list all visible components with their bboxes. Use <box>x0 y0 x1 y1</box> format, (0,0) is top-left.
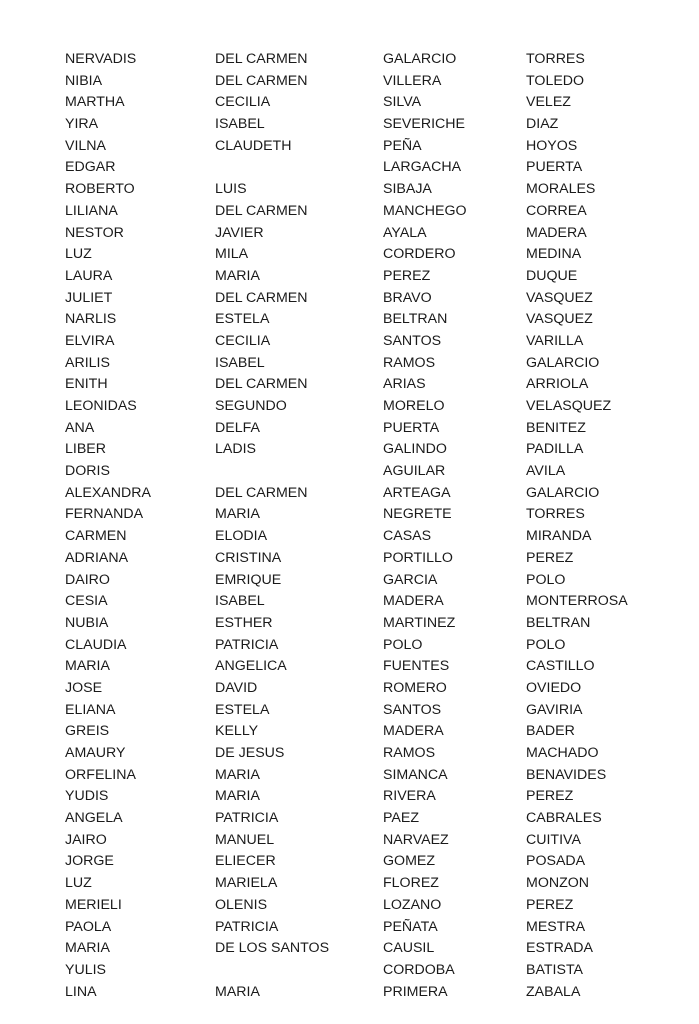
table-row <box>0 418 699 440</box>
second-surname-cell: VARILLA <box>526 332 584 349</box>
second-name-cell: MARIA <box>215 506 260 523</box>
second-name-cell: PATRICIA <box>215 810 279 827</box>
second-surname-cell: MIRANDA <box>526 528 592 545</box>
table-row <box>0 92 699 114</box>
first-name-cell: LUZ <box>65 246 92 263</box>
table-row <box>0 483 699 505</box>
first-name-cell: FERNANDA <box>65 506 144 523</box>
first-surname-cell: ROMERO <box>383 679 447 696</box>
first-name-cell: ELIANA <box>65 701 116 718</box>
first-surname-cell: PEÑATA <box>383 918 438 935</box>
second-name-cell: ISABEL <box>215 354 265 371</box>
second-surname-cell: DUQUE <box>526 267 578 284</box>
table-row <box>0 548 699 570</box>
first-name-cell: CARMEN <box>65 528 127 545</box>
first-name-cell: VILNA <box>65 137 107 154</box>
second-surname-cell: TORRES <box>526 51 585 67</box>
second-name-cell: ELODIA <box>215 528 268 545</box>
second-name-cell: CRISTINA <box>215 549 282 566</box>
table-row <box>0 374 699 396</box>
second-name-cell: ANGELICA <box>215 658 287 675</box>
second-name-cell: JAVIER <box>215 224 264 241</box>
second-surname-cell: CABRALES <box>526 810 602 827</box>
first-surname-cell: ARTEAGA <box>383 484 451 501</box>
table-row <box>0 570 699 592</box>
second-surname-cell: POLO <box>526 636 566 653</box>
first-name-cell: EDGAR <box>65 159 116 176</box>
table-row <box>0 786 699 808</box>
first-surname-cell: RAMOS <box>383 745 436 761</box>
table-row <box>0 851 699 873</box>
first-surname-cell: SILVA <box>383 94 422 111</box>
first-name-cell: ENITH <box>65 376 108 393</box>
table-row <box>0 157 699 179</box>
first-name-cell: MARIA <box>65 658 110 675</box>
table-row <box>0 396 699 418</box>
second-name-cell: ISABEL <box>215 116 265 133</box>
second-surname-cell: MADERA <box>526 224 587 241</box>
second-surname-cell: PADILLA <box>526 441 584 458</box>
table-row <box>0 808 699 830</box>
table-row <box>0 309 699 331</box>
table-row <box>0 895 699 917</box>
first-surname-cell: BRAVO <box>383 289 432 306</box>
second-surname-cell: PUERTA <box>526 159 583 176</box>
table-row <box>0 830 699 852</box>
first-surname-cell: CORDOBA <box>383 961 455 978</box>
first-surname-cell: CASAS <box>383 528 432 545</box>
second-surname-cell: GALARCIO <box>526 354 600 371</box>
table-row <box>0 917 699 939</box>
second-surname-cell: TORRES <box>526 506 585 523</box>
first-name-cell: LEONIDAS <box>65 398 137 414</box>
first-surname-cell: LOZANO <box>383 896 442 913</box>
first-surname-cell: SIBAJA <box>383 181 432 198</box>
table-row <box>0 331 699 353</box>
second-surname-cell: BELTRAN <box>526 614 591 631</box>
table-row <box>0 179 699 201</box>
second-surname-cell: HOYOS <box>526 137 578 154</box>
second-surname-cell: MONTERROSA <box>526 593 628 610</box>
first-name-cell: NERVADIS <box>65 51 137 67</box>
second-name-cell: CECILIA <box>215 332 271 349</box>
first-surname-cell: FUENTES <box>383 658 450 675</box>
first-surname-cell: SANTOS <box>383 701 442 718</box>
second-surname-cell: VELASQUEZ <box>526 398 612 414</box>
second-name-cell: CLAUDETH <box>215 137 292 154</box>
second-name-cell: MARIA <box>215 766 260 783</box>
first-surname-cell: SANTOS <box>383 332 442 349</box>
second-name-cell: EMRIQUE <box>215 571 282 588</box>
first-surname-cell: MADERA <box>383 723 444 740</box>
first-name-cell: YULIS <box>65 961 107 978</box>
table-row <box>0 201 699 223</box>
first-surname-cell: FLOREZ <box>383 875 439 892</box>
first-surname-cell: RIVERA <box>383 788 436 805</box>
second-name-cell: OLENIS <box>215 896 268 913</box>
second-surname-cell: PEREZ <box>526 549 574 566</box>
first-surname-cell: ARIAS <box>383 376 426 393</box>
first-surname-cell: NEGRETE <box>383 506 452 523</box>
table-row <box>0 288 699 310</box>
second-surname-cell: VASQUEZ <box>526 289 593 306</box>
table-row <box>0 873 699 895</box>
first-name-cell: LILIANA <box>65 202 118 219</box>
first-name-cell: CESIA <box>65 593 108 610</box>
second-surname-cell: DIAZ <box>526 116 559 133</box>
second-name-cell: DE JESUS <box>215 745 285 761</box>
name-table <box>0 49 699 1003</box>
second-name-cell: PATRICIA <box>215 918 279 935</box>
first-surname-cell: PAEZ <box>383 810 420 827</box>
first-name-cell: DORIS <box>65 463 110 480</box>
first-name-cell: ARILIS <box>65 354 110 371</box>
second-surname-cell: GALARCIO <box>526 484 600 501</box>
first-name-cell: LINA <box>65 983 97 1000</box>
first-surname-cell: PEÑA <box>383 137 422 154</box>
table-row <box>0 71 699 93</box>
second-surname-cell: VASQUEZ <box>526 311 593 328</box>
second-name-cell: LADIS <box>215 441 257 458</box>
second-surname-cell: MORALES <box>526 181 596 198</box>
second-name-cell: MARIA <box>215 788 260 805</box>
second-surname-cell: CASTILLO <box>526 658 595 675</box>
table-row <box>0 700 699 722</box>
first-surname-cell: VILLERA <box>383 72 442 89</box>
table-row <box>0 504 699 526</box>
first-name-cell: GREIS <box>65 723 110 740</box>
second-surname-cell: TOLEDO <box>526 72 585 89</box>
table-row <box>0 49 699 71</box>
table-row <box>0 938 699 960</box>
first-surname-cell: NARVAEZ <box>383 831 449 848</box>
second-surname-cell: BATISTA <box>526 961 584 978</box>
first-surname-cell: AGUILAR <box>383 463 446 480</box>
first-name-cell: JULIET <box>65 289 113 306</box>
table-row <box>0 223 699 245</box>
second-name-cell: MARIA <box>215 267 260 284</box>
second-name-cell: ELIECER <box>215 853 276 870</box>
second-name-cell: DAVID <box>215 679 258 696</box>
first-surname-cell: MORELO <box>383 398 445 414</box>
first-name-cell: ANGELA <box>65 810 123 827</box>
table-row <box>0 656 699 678</box>
second-name-cell: DEL CARMEN <box>215 72 308 89</box>
second-surname-cell: MACHADO <box>526 745 599 761</box>
first-surname-cell: SIMANCA <box>383 766 448 783</box>
table-row <box>0 136 699 158</box>
second-surname-cell: AVILA <box>526 463 566 480</box>
second-name-cell: ESTELA <box>215 701 270 718</box>
second-name-cell: ISABEL <box>215 593 265 610</box>
table-row <box>0 591 699 613</box>
first-name-cell: ALEXANDRA <box>65 484 151 501</box>
second-surname-cell: BADER <box>526 723 575 740</box>
first-name-cell: ELVIRA <box>65 332 115 349</box>
second-name-cell: MARIELA <box>215 875 278 892</box>
table-row <box>0 721 699 743</box>
first-name-cell: ADRIANA <box>65 549 129 566</box>
first-surname-cell: MANCHEGO <box>383 202 467 219</box>
first-name-cell: PAOLA <box>65 918 112 935</box>
first-surname-cell: PUERTA <box>383 419 440 436</box>
second-name-cell: DEL CARMEN <box>215 376 308 393</box>
second-name-cell: KELLY <box>215 723 259 740</box>
table-row <box>0 982 699 1004</box>
table-row <box>0 114 699 136</box>
first-surname-cell: MARTINEZ <box>383 614 456 631</box>
first-surname-cell: GALARCIO <box>383 51 457 67</box>
first-name-cell: LIBER <box>65 441 107 458</box>
second-name-cell: CECILIA <box>215 94 271 111</box>
second-surname-cell: BENAVIDES <box>526 766 607 783</box>
first-name-cell: MARTHA <box>65 94 125 111</box>
first-surname-cell: AYALA <box>383 224 427 241</box>
first-name-cell: YUDIS <box>65 788 109 805</box>
second-name-cell: LUIS <box>215 181 247 198</box>
table-row <box>0 244 699 266</box>
first-name-cell: JOSE <box>65 679 103 696</box>
first-name-cell: ANA <box>65 419 95 436</box>
second-surname-cell: POLO <box>526 571 566 588</box>
second-surname-cell: PEREZ <box>526 788 574 805</box>
first-surname-cell: RAMOS <box>383 354 436 371</box>
first-name-cell: MERIELI <box>65 896 122 913</box>
first-name-cell: LUZ <box>65 875 92 892</box>
first-name-cell: NUBIA <box>65 614 109 631</box>
first-name-cell: NIBIA <box>65 72 103 89</box>
second-name-cell: DEL CARMEN <box>215 202 308 219</box>
second-name-cell: DEL CARMEN <box>215 484 308 501</box>
second-name-cell: DE LOS SANTOS <box>215 940 330 957</box>
first-name-cell: ROBERTO <box>65 181 135 198</box>
second-name-cell: SEGUNDO <box>215 398 287 414</box>
second-name-cell: DELFA <box>215 419 260 436</box>
first-name-cell: JORGE <box>65 853 114 870</box>
table-row <box>0 461 699 483</box>
second-name-cell: MARIA <box>215 983 260 1000</box>
first-surname-cell: PRIMERA <box>383 983 448 1000</box>
table-row <box>0 635 699 657</box>
first-surname-cell: BELTRAN <box>383 311 448 328</box>
second-name-cell: MANUEL <box>215 831 275 848</box>
first-surname-cell: CAUSIL <box>383 940 435 957</box>
table-row <box>0 765 699 787</box>
second-name-cell: ESTHER <box>215 614 273 631</box>
first-surname-cell: GALINDO <box>383 441 447 458</box>
first-name-cell: JAIRO <box>65 831 107 848</box>
table-row <box>0 266 699 288</box>
table-row <box>0 613 699 635</box>
second-surname-cell: ZABALA <box>526 983 581 1000</box>
second-surname-cell: PEREZ <box>526 896 574 913</box>
first-surname-cell: POLO <box>383 636 423 653</box>
first-name-cell: AMAURY <box>65 745 126 761</box>
first-surname-cell: GOMEZ <box>383 853 436 870</box>
first-surname-cell: PORTILLO <box>383 549 453 566</box>
second-name-cell: DEL CARMEN <box>215 289 308 306</box>
table-row <box>0 743 699 765</box>
first-name-cell: DAIRO <box>65 571 110 588</box>
first-name-cell: ORFELINA <box>65 766 136 783</box>
table-row <box>0 960 699 982</box>
second-surname-cell: BENITEZ <box>526 419 586 436</box>
second-surname-cell: ARRIOLA <box>526 376 589 393</box>
second-surname-cell: MEDINA <box>526 246 582 263</box>
table-row <box>0 678 699 700</box>
first-surname-cell: GARCIA <box>383 571 438 588</box>
first-name-cell: LAURA <box>65 267 113 284</box>
second-name-cell: MILA <box>215 246 249 263</box>
second-surname-cell: MESTRA <box>526 918 586 935</box>
first-name-cell: NESTOR <box>65 224 124 241</box>
first-surname-cell: SEVERICHE <box>383 116 465 133</box>
second-name-cell: ESTELA <box>215 311 270 328</box>
second-surname-cell: OVIEDO <box>526 679 582 696</box>
second-surname-cell: VELEZ <box>526 94 571 111</box>
second-surname-cell: POSADA <box>526 853 586 870</box>
first-name-cell: YIRA <box>65 116 99 133</box>
second-surname-cell: ESTRADA <box>526 940 594 957</box>
first-surname-cell: LARGACHA <box>383 159 462 176</box>
table-row <box>0 439 699 461</box>
second-name-cell: DEL CARMEN <box>215 51 308 67</box>
first-name-cell: MARIA <box>65 940 110 957</box>
second-surname-cell: GAVIRIA <box>526 701 583 718</box>
first-name-cell: CLAUDIA <box>65 636 127 653</box>
first-surname-cell: MADERA <box>383 593 444 610</box>
first-surname-cell: CORDERO <box>383 246 456 263</box>
second-name-cell: PATRICIA <box>215 636 279 653</box>
second-surname-cell: MONZON <box>526 875 590 892</box>
second-surname-cell: CUITIVA <box>526 831 581 848</box>
first-surname-cell: PEREZ <box>383 267 431 284</box>
table-row <box>0 353 699 375</box>
table-row <box>0 526 699 548</box>
first-name-cell: NARLIS <box>65 311 117 328</box>
second-surname-cell: CORREA <box>526 202 587 219</box>
